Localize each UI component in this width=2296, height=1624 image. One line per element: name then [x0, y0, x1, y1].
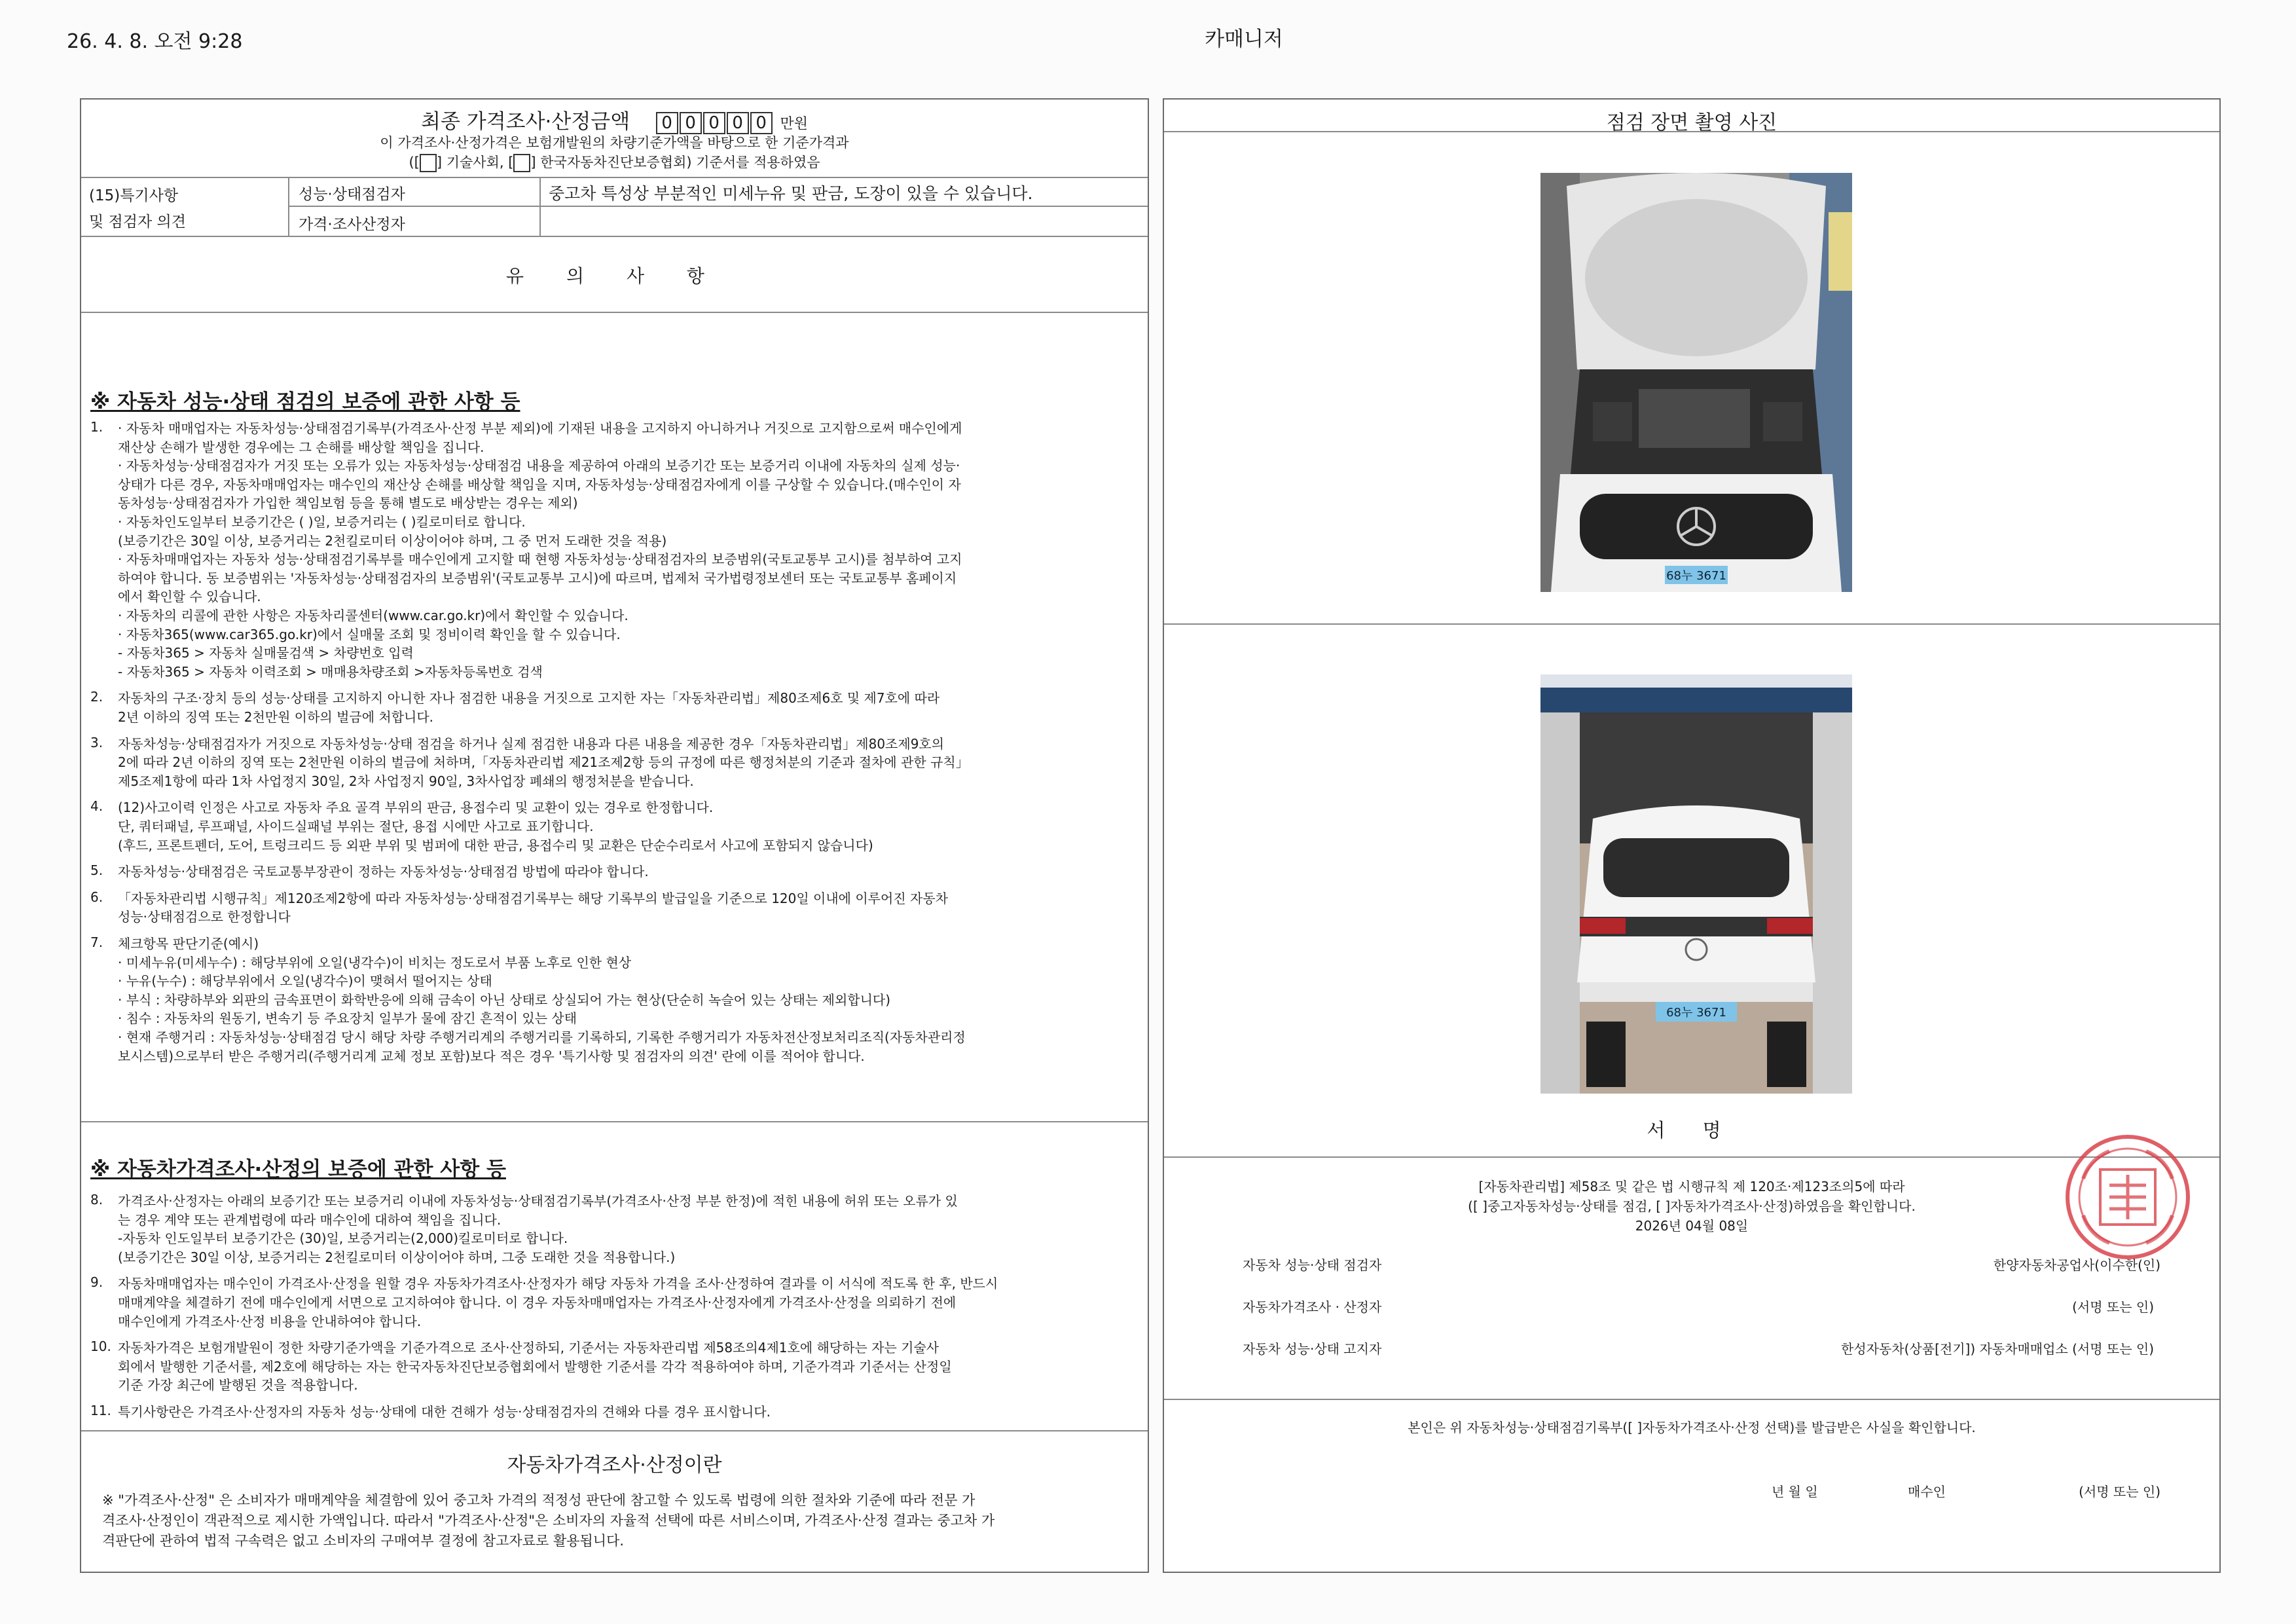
notice-item-number: 6.: [90, 889, 103, 905]
plate-number-2: 68누 3671: [1666, 1006, 1726, 1020]
price-digit: 0: [680, 112, 702, 134]
notice-line: 2년 이하의 징역 또는 2천만원 이하의 벌금에 처합니다.: [118, 709, 434, 725]
price-note-2-a: ] 기술사회, [: [436, 155, 514, 170]
notice-line: 자동차의 구조·장치 등의 성능·상태를 고지하지 아니한 자나 점검한 내용을 거짓으로 고지한 자는「자동차관리법」제80조제6호 및 제7호에 따라: [118, 690, 940, 707]
notice-item-number: 8.: [90, 1192, 103, 1208]
price-digits: [656, 110, 780, 134]
notice-item-number: 2.: [90, 689, 103, 705]
price-digit: 0: [727, 112, 749, 134]
price-note-2-pre: ([: [409, 155, 420, 170]
notice-item-number: 7.: [90, 934, 103, 950]
final-price-row: [81, 105, 1148, 134]
notice-item-number: 5.: [90, 862, 103, 879]
notice-line: 상태가 다른 경우, 자동차매매업자는 매수인의 재산상 손해를 배상할 책임을 지며, 자동차성능·상태점검자에게 이를 구상할 수 있습니다.(매수인이 자: [118, 476, 961, 492]
notice-item: [118, 1338, 952, 1395]
notice-line: (보증기간은 30일 이상, 보증거리는 2천킬로미터 이상이어야 하며, 그중 도래한 것을 적용합니다.): [118, 1249, 676, 1265]
app-title: 카매니저: [1205, 28, 1283, 51]
price-unit: 만원: [780, 116, 808, 132]
price-digit: 0: [703, 112, 725, 134]
signature-law-2: ([ ]중고자동차성능·상태를 점검, [ ]자동차가격조사·산정)하였음을 확인합니다.: [1468, 1198, 1916, 1214]
notice-item: [118, 889, 948, 927]
definition-line: 격판단에 관하여 법적 구속력은 없고 소비자의 구매여부 결정에 참고자료로 활용됩니다.: [102, 1533, 625, 1549]
notice-line: 자동차매매업자는 매수인이 가격조사·산정을 원할 경우 자동차가격조사·산정자가 해당 자동차 가격을 조사·산정하여 결과를 이 서식에 적도록 한 후, 반드시: [118, 1276, 998, 1292]
notice-line: 회에서 발행한 기준서를, 제2호에 해당하는 자는 한국자동차진단보증협회에서 발행한 기준서를 각각 적용하여야 하며, 기준가격과 기준서는 산정일: [118, 1358, 952, 1375]
notice-line: 자동차성능·상태점검자가 거짓으로 자동차성능·상태 점검을 하거나 실제 점검한 내용과 다른 내용을 제공한 경우「자동차관리법」제80조제9호의: [118, 735, 945, 752]
final-price-label: 최종 가격조사·산정금액: [421, 110, 630, 134]
notice-line: · 자동차인도일부터 보증기간은 ( )일, 보증거리는 ( )킬로미터로 합니다.: [118, 513, 526, 530]
buyer-date-fields: 년 월 일: [1772, 1484, 1818, 1500]
buyer-confirm-text: 본인은 위 자동차성능·상태점검기록부([ ]자동차가격조사·산정 선택)를 발급받은 사실을 확인합니다.: [1408, 1420, 1976, 1435]
notice-line: 보시스템)으로부터 받은 주행거리(주행거리계 교체 정보 포함)보다 적은 경우 '특기사항 및 점검자의 의견' 란에 이를 적어야 합니다.: [118, 1048, 865, 1064]
notice-line: (보증기간은 30일 이상, 보증거리는 2천킬로미터 이상이어야 하며, 그 중 먼저 도래한 것을 적용): [118, 532, 667, 549]
notice-line: · 미세누유(미세누수) : 해당부위에 오일(냉각수)이 비치는 정도로서 부품 노후로 인한 현상: [118, 954, 632, 970]
remarks-label-2: 및 점검자 의견: [89, 213, 186, 231]
notice-item-number: 3.: [90, 734, 103, 750]
notice-line: - 자동차365 > 자동차 이력조회 > 매매용차량조회 >자동차등록번호 검색: [118, 663, 543, 680]
print-datetime: 26. 4. 8. 오전 9:28: [67, 30, 243, 53]
notice-item: [118, 689, 939, 726]
sign-row-value: (서명 또는 인): [2072, 1299, 2154, 1315]
sign-row-value: 한성자동차(상품[전기]) 자동차매매업소 (서명 또는 인): [1841, 1341, 2154, 1357]
price-note-1: 이 가격조사·산정가격은 보험개발원의 차량기준가액을 바탕으로 한 기준가격과: [380, 135, 849, 151]
notice-line: 특기사항란은 가격조사·산정자의 자동차 성능·상태에 대한 견해가 성능·상태점검자의 견해와 다를 경우 표시합니다.: [118, 1404, 771, 1420]
notice-item-number: 9.: [90, 1274, 103, 1291]
notice-item-number: 11.: [90, 1403, 111, 1418]
notice-line: 단, 쿼터패널, 루프패널, 사이드실패널 부위는 절단, 용접 시에만 사고로 표기합니다.: [118, 818, 594, 834]
notice-item: [118, 934, 966, 1065]
left-panel: [80, 98, 1149, 1573]
notice-item: [118, 419, 962, 681]
notice-item-number: 4.: [90, 798, 103, 815]
notice-line: 성능·상태점검으로 한정합니다: [118, 909, 291, 925]
notice-item-number: 1.: [90, 419, 103, 435]
notice-line: - 자동차365 > 자동차 실매물검색 > 차량번호 입력: [118, 645, 414, 661]
notice-line: · 침수 : 자동차의 원동기, 변속기 등 주요장치 일부가 물에 잠긴 흔적이 있는 상태: [118, 1010, 577, 1027]
notice-line: · 자동차매매업자는 자동차 성능·상태점검기록부를 매수인에게 고지할 때 현행 자동차성능·상태점검자의 보증범위(국토교통부 고시)를 첨부하여 고지: [118, 551, 962, 568]
notice-line: · 누유(누수) : 해당부위에서 오일(냉각수)이 맺혀서 떨어지는 상태: [118, 973, 492, 989]
notice-line: 2에 따라 2년 이하의 징역 또는 2천만원 이하의 벌금에 처하며,「자동차관리법 제21조제2항 등의 규정에 따른 행정처분의 기준과 절차에 관한 규칙」: [118, 754, 969, 771]
notice-line: 제5조제1항에 따라 1차 사업정지 30일, 2차 사업정지 90일, 3차사업장 폐쇄의 행정처분을 받습니다.: [118, 773, 694, 789]
notice-line: -자동차 인도일부터 보증기간은 (30)일, 보증거리는(2,000)킬로미터로 합니다.: [118, 1230, 568, 1247]
notice-line: 가격조사·산정자는 아래의 보증기간 또는 보증거리 이내에 자동차성능·상태점검기록부(가격조사·산정 부분 한정)에 적힌 내용에 허위 또는 오류가 있: [118, 1193, 958, 1209]
notice-line: 동차성능·상태점검자가 가입한 책임보험 등을 통해 별도로 배상받는 경우는 제외): [118, 495, 578, 511]
sign-row-label: 자동차가격조사 · 산정자: [1243, 1299, 1382, 1315]
notice-line: 기준 가장 최근에 발행된 것을 적용합니다.: [118, 1377, 358, 1393]
notice-line: 자동차성능·상태점검은 국토교통부장관이 정하는 자동차성능·상태점검 방법에 따라야 합니다.: [118, 864, 649, 880]
checkbox-kada: [513, 154, 530, 172]
buyer-label: 매수인: [1908, 1484, 1946, 1500]
inspector-opinion: 중고차 특성상 부분적인 미세누유 및 판금, 도장이 있을 수 있습니다.: [549, 184, 1033, 203]
notice-title: 유 의 사 항: [506, 265, 723, 287]
notice-line: · 자동차 매매업자는 자동차성능·상태점검기록부(가격조사·산정 부분 제외)에 기재된 내용을 고지하지 아니하거나 거짓으로 고지함으로써 매수인에게: [118, 420, 962, 436]
notice-line: · 부식 : 차량하부와 외판의 금속표면이 화학반응에 의해 금속이 아닌 상태로 상실되어 가는 현상(단순히 녹슬어 있는 상태는 제외합니다): [118, 991, 891, 1008]
notice-item: [118, 735, 969, 791]
company-seal-stamp: [2064, 1133, 2192, 1261]
definition-title: 자동차가격조사·산정이란: [507, 1454, 722, 1477]
notice-line: (12)사고이력 인정은 사고로 자동차 주요 골격 부위의 판금, 용접수리 및 교환이 있는 경우로 한정합니다.: [118, 800, 714, 816]
notice-item: [118, 862, 649, 881]
notice-line: 체크항목 판단기준(예시): [118, 936, 259, 951]
section1-title: ※ 자동차 성능·상태 점검의 보증에 관한 사항 등: [90, 390, 520, 414]
sign-row-label: 자동차 성능·상태 점검자: [1243, 1257, 1382, 1273]
notice-item: [118, 1403, 771, 1422]
notice-line: · 현재 주행거리 : 자동차성능·상태점검 당시 해당 차량 주행거리계의 주행거리를 기록하되, 기록한 주행거리가 자동차전산정보처리조직(자동차관리정: [118, 1029, 966, 1045]
checkbox-tech-society: [420, 154, 437, 172]
sign-row-value: 한양자동차공업사(이수한(인): [1993, 1257, 2160, 1273]
notice-item: [118, 798, 873, 855]
appraiser-label: 가격·조사산정자: [299, 216, 405, 233]
notice-line: 에서 확인할 수 있습니다.: [118, 589, 261, 605]
notice-line: 매수인에게 가격조사·산정 비용을 안내하여야 합니다.: [118, 1313, 422, 1329]
notice-line: · 자동차성능·상태점검자가 거짓 또는 오류가 있는 자동차성능·상태점검 내용을 제공하여 아래의 보증기간 또는 보증거리 이내에 자동차의 실제 성능·: [118, 458, 960, 474]
price-digit: 0: [656, 112, 678, 134]
inspector-label: 성능·상태점검자: [299, 186, 405, 203]
buyer-sign: (서명 또는 인): [2079, 1484, 2160, 1500]
notice-line: 하여야 합니다. 동 보증범위는 '자동차성능·상태점검자의 보증범위'(국토교통부 고시)에 따르며, 법제처 국가법령정보센터 또는 국토교통부 홈페이지: [118, 570, 957, 586]
signature-date: 2026년 04월 08일: [1635, 1218, 1749, 1234]
remarks-label-1: (15)특기사항: [89, 187, 179, 204]
definition-line: 격조사·산정인이 객관적으로 제시한 가액입니다. 따라서 "가격조사·산정"은 소비자의 자율적 선택에 따른 서비스이며, 가격조사·산정 결과는 중고차 가: [102, 1513, 995, 1528]
plate-number-1: 68누 3671: [1666, 569, 1726, 583]
notice-line: · 자동차의 리콜에 관한 사항은 자동차리콜센터(www.car.go.kr)에서 확인할 수 있습니다.: [118, 607, 629, 623]
notice-line: (후드, 프론트펜더, 도어, 트렁크리드 등 외판 부위 및 범퍼에 대한 판금, 용접수리 및 교환은 단순수리로서 사고에 포함되지 않습니다): [118, 837, 873, 853]
notice-item: [118, 1192, 958, 1266]
signature-title: 서 명: [1647, 1119, 1737, 1141]
photos-title: 점검 장면 촬영 사진: [1606, 111, 1777, 134]
section2-title: ※ 자동차가격조사·산정의 보증에 관한 사항 등: [90, 1158, 506, 1181]
definition-text: [102, 1490, 994, 1551]
notice-line: 는 경우 계약 또는 관계법령에 따라 매수인에 대하여 책임을 집니다.: [118, 1211, 501, 1228]
definition-line: ※ "가격조사·산정" 은 소비자가 매매계약을 체결함에 있어 중고차 가격의 적정성 판단에 참고할 수 있도록 법령에 의한 절차와 기준에 따라 전문 가: [102, 1492, 975, 1508]
notice-line: 매매계약을 체결하기 전에 매수인에게 서면으로 고지하여야 합니다. 이 경우 자동차매매업자는 가격조사·산정자에게 가격조사·산정을 의뢰하기 전에: [118, 1294, 957, 1310]
signature-law-1: [자동차관리법] 제58조 및 같은 법 시행규칙 제 120조·제123조의5에 따라: [1478, 1179, 1905, 1194]
price-note-2-b: ] 한국자동차진단보증협회) 기준서를 적용하였음: [530, 155, 820, 170]
shop-entrance-photo: [1540, 674, 1852, 1094]
notice-item: [118, 1274, 998, 1331]
price-note-2: [81, 152, 1148, 172]
notice-line: 재산상 손해가 발생한 경우에는 그 손해를 배상할 책임을 집니다.: [118, 439, 484, 455]
notice-line: · 자동차365(www.car365.go.kr)에서 실매물 조회 및 정비이력 확인을 할 수 있습니다.: [118, 626, 621, 642]
engine-bay-photo: [1540, 173, 1852, 592]
notice-line: 자동차가격은 보험개발원이 정한 차량기준가액을 기준가격으로 조사·산정하되, 기준서는 자동차관리법 제58조의4제1호에 해당하는 자는 기술사: [118, 1340, 939, 1356]
right-panel: [1163, 98, 2221, 1573]
notice-item-number: 10.: [90, 1338, 111, 1355]
price-digit: 0: [750, 112, 773, 134]
notice-line: 「자동차관리법 시행규칙」제120조제2항에 따라 자동차성능·상태점검기록부는 해당 기록부의 발급일을 기준으로 120일 이내에 이루어진 자동차: [118, 890, 948, 906]
sign-row-label: 자동차 성능·상태 고지자: [1243, 1341, 1382, 1357]
